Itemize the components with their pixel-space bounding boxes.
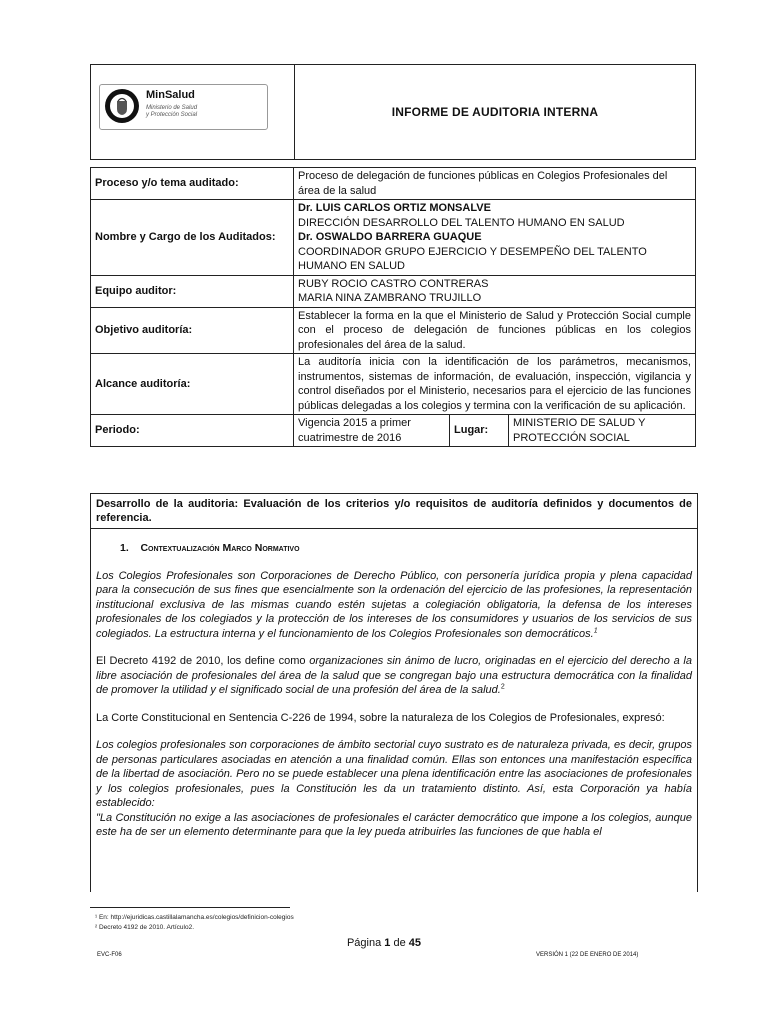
logo-name: MinSalud: [146, 89, 195, 101]
colombia-seal-icon: [104, 88, 140, 124]
report-title: INFORME DE AUDITORIA INTERNA: [391, 105, 599, 119]
periodo-label: Periodo:: [91, 415, 294, 447]
section-number: 1.: [120, 542, 129, 554]
footnote-ref-2: 2: [500, 683, 505, 691]
form-code: EVC-F06: [97, 952, 122, 958]
footnote-2: ² Decreto 4192 de 2010. Artículo2.: [95, 924, 195, 931]
paragraph-2-quote: organizaciones sin ánimo de lucro, originadas en el ejercicio del derecho a la libre asociación de profesionales del área de la salud que se congregan bajo una estructura democrática con la finalidad de promover la utilidad y el significado social de una profesión del área de la salud.: [96, 655, 692, 696]
section-heading: [120, 541, 692, 556]
row-periodo: [91, 415, 696, 447]
footnote-divider: [90, 907, 290, 908]
section-title: Contextualización Marco Normativo: [140, 542, 300, 554]
report-header: [90, 64, 696, 160]
equipo-value: [294, 275, 696, 307]
page-of: de: [393, 937, 406, 949]
footnote-1: ¹ En: http://ejuridicas.castillalamancha.es/colegios/definicion-colegios: [95, 914, 294, 921]
paragraph-2: [96, 654, 692, 698]
version-label: VERSIÓN 1 (22 DE ENERO DE 2014): [536, 952, 639, 958]
audit-info-table: [90, 167, 696, 447]
paragraph-1-text: Los Colegios Profesionales son Corporaciones de Derecho Público, con personería jurídica propia y plena capacidad para la consecución de sus fines que esencialmente son la ordenación del ejercicio de las profesiones, la representación institucional exclusiva de las mismas cuando estén sujetas a colegiación obligatoria, la defensa de los intereses profesionales de los colegiados y la protección de los intereses de los consumidores y usuarios de los servicios de sus colegiados. La estructura interna y el funcionamiento de los Colegios Profesionales son democráticos.: [96, 569, 692, 640]
row-objetivo: [91, 307, 696, 354]
auditado-2-name: Dr. OSWALDO BARRERA GUAQUE: [298, 231, 482, 243]
auditado-1-name: Dr. LUIS CARLOS ORTIZ MONSALVE: [298, 202, 491, 214]
equipo-member-1: RUBY ROCIO CASTRO CONTRERAS: [298, 277, 489, 290]
development-body: [91, 541, 697, 840]
auditados-value: [294, 200, 696, 276]
equipo-member-2: MARIA NINA ZAMBRANO TRUJILLO: [298, 292, 482, 304]
row-alcance: [91, 354, 696, 415]
logo-sub-line-2: y Protección Social: [146, 112, 198, 118]
proceso-label: Proceso y/o tema auditado:: [91, 168, 294, 200]
periodo-value: Vigencia 2015 a primer cuatrimestre de 2016: [294, 415, 450, 447]
paragraph-5: "La Constitución no exige a las asociaciones de profesionales el carácter democrático que impone a los colegios, aunque este ha de ser un elemento determinante para que la ley pueda atribuirles las funciones de que habla el: [96, 811, 692, 838]
alcance-value: La auditoría inicia con la identificación de los parámetros, mecanismos, instrumentos, sistemas de información, de evaluación, inspección, vigilancia y control diseñados por el Ministerio, necesarios para el ejercicio de las funciones públicas delegadas a los colegios y termina con la verificación de su aplicación.: [294, 354, 696, 415]
logo-subtitle: [146, 105, 197, 119]
paragraph-3: La Corte Constitucional en Sentencia C-226 de 1994, sobre la naturaleza de los Colegios de Profesionales, expresó:: [96, 711, 665, 724]
row-equipo: [91, 275, 696, 307]
proceso-value: Proceso de delegación de funciones públicas en Colegios Profesionales del área de la salud: [294, 168, 696, 200]
lugar-value: MINISTERIO DE SALUD Y PROTECCIÓN SOCIAL: [509, 415, 696, 447]
minsalud-logo: [99, 84, 268, 130]
lugar-label: Lugar:: [450, 415, 509, 447]
paragraph-2-lead: El Decreto 4192 de 2010, los define como: [96, 655, 310, 667]
paragraph-4: Los colegios profesionales son corporaciones de ámbito sectorial cuyo sustrato es de naturaleza privada, es decir, grupos de personas particulares asociadas en atención a una finalidad común. Ellas son entonces una manifestación específica de la libertad de asociación. Pero no se puede establecer una plena identificación entre las asociaciones de profesionales y los colegios profesionales, pues la Constitución les da un tratamiento distinto. Así, esta Corporación ya había establecido:: [96, 739, 692, 809]
footnote-ref-1: 1: [593, 626, 598, 634]
page-label: Página: [346, 937, 382, 949]
row-auditados: [91, 200, 696, 276]
auditado-1-role: DIRECCIÓN DESARROLLO DEL TALENTO HUMANO EN SALUD: [298, 216, 625, 229]
objetivo-label: Objetivo auditoría:: [91, 307, 294, 354]
page-total: 45: [408, 937, 422, 949]
auditados-label: Nombre y Cargo de los Auditados:: [91, 200, 294, 276]
development-section: [90, 493, 698, 892]
paragraph-1: [96, 569, 692, 642]
logo-cell: [91, 65, 295, 159]
development-heading: Desarrollo de la auditoria: Evaluación de los criterios y/o requisitos de auditoría definidos y documentos de referencia.: [91, 494, 697, 529]
alcance-label: Alcance auditoría:: [91, 354, 294, 415]
auditado-2-role: COORDINADOR GRUPO EJERCICIO Y DESEMPEÑO DEL TALENTO HUMANO EN SALUD: [298, 245, 647, 272]
page-number: [0, 937, 768, 949]
page-current: 1: [384, 937, 391, 949]
equipo-label: Equipo auditor:: [91, 275, 294, 307]
objetivo-value: Establecer la forma en la que el Ministerio de Salud y Protección Social cumple con el proceso de delegación de funciones públicas en los colegios profesionales del área de la salud.: [294, 307, 696, 354]
row-proceso: [91, 168, 696, 200]
logo-sub-line-1: Ministerio de Salud: [146, 105, 198, 111]
